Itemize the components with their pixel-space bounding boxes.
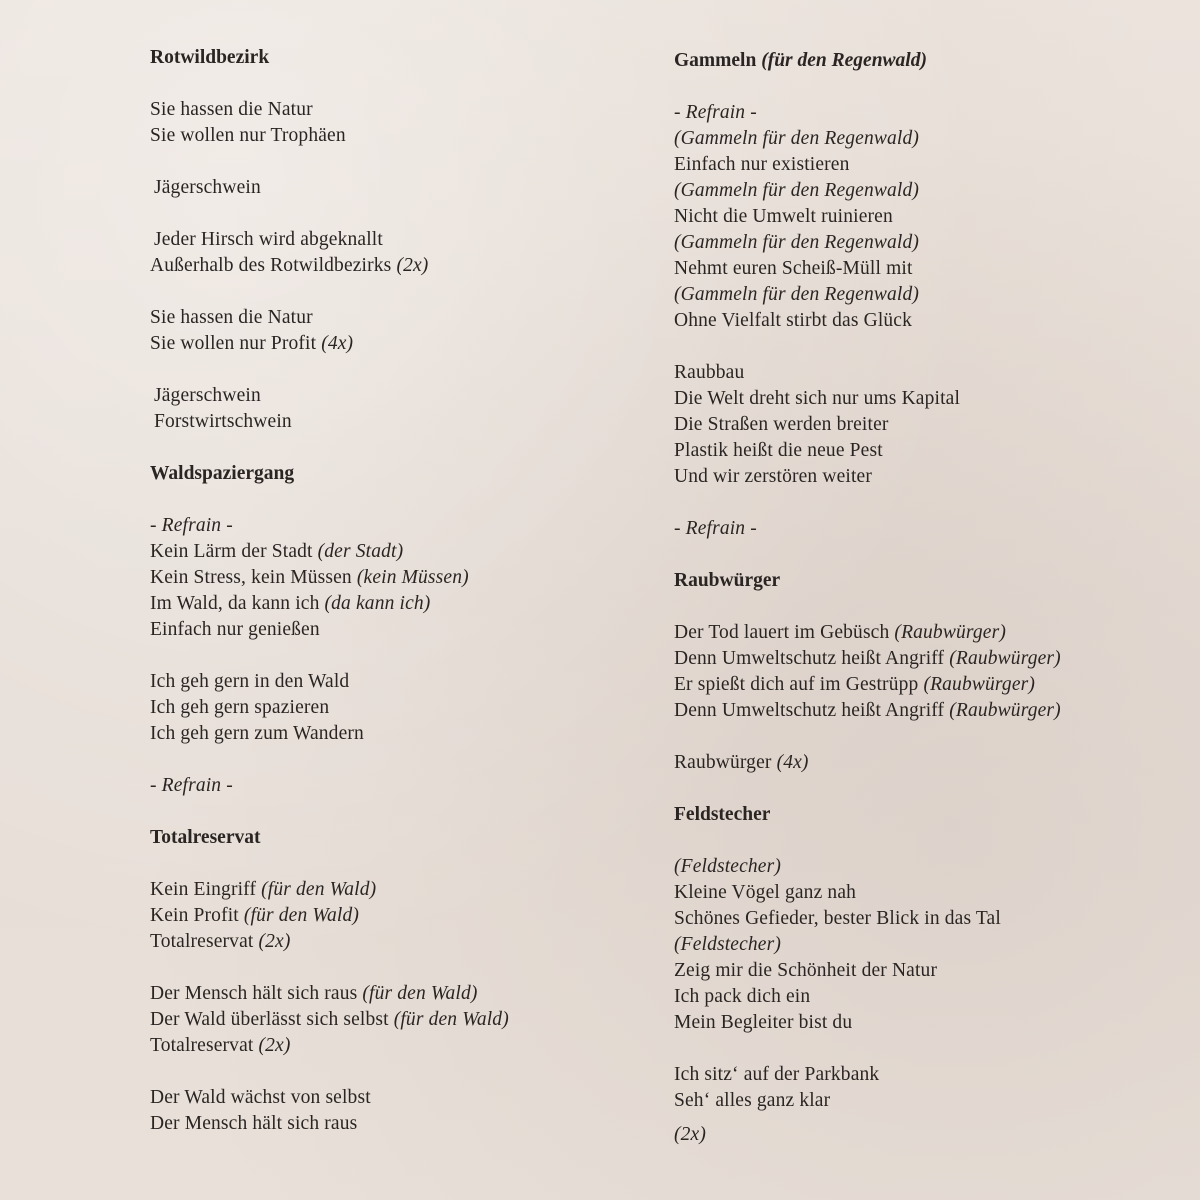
lyric-line xyxy=(150,565,620,591)
refrain-marker: - Refrain - xyxy=(674,518,757,539)
lyric-line xyxy=(150,1033,620,1059)
lyric-line: Der Wald wächst von selbst xyxy=(150,1087,371,1108)
lyric-line: (Gammeln für den Regenwald) xyxy=(674,284,920,305)
lyric-note: (für den Wald) xyxy=(362,983,478,1004)
lyric-line: Ohne Vielfalt stirbt das Glück xyxy=(674,310,913,331)
lyric-line xyxy=(674,750,1174,776)
lyric-line: Ich geh gern zum Wandern xyxy=(150,723,364,744)
lyric-line: Nehmt euren Scheiß-Müll mit xyxy=(674,258,913,279)
lyric-note: (Raubwürger) xyxy=(894,622,1006,643)
refrain-marker: - Refrain - xyxy=(150,775,233,796)
lyric-text: Kein Stress, kein Müssen xyxy=(150,567,357,588)
lyric-line xyxy=(674,646,1174,672)
refrain-marker: - Refrain - xyxy=(150,515,233,536)
lyric-line: Jeder Hirsch wird abgeknallt xyxy=(154,229,383,250)
right-column xyxy=(674,48,1174,1148)
lyric-line: Nicht die Umwelt ruinieren xyxy=(674,206,893,227)
song-title-totalreservat: Totalreservat xyxy=(150,827,261,848)
lyric-text: Im Wald, da kann ich xyxy=(150,593,325,614)
title-text: Gammeln xyxy=(674,50,762,71)
lyric-line: Einfach nur existieren xyxy=(674,154,850,175)
lyric-line xyxy=(150,877,620,903)
lyric-note: (Raubwürger) xyxy=(949,700,1061,721)
lyric-line: Einfach nur genießen xyxy=(150,619,320,640)
lyric-text: Kein Eingriff xyxy=(150,879,262,900)
repeat-marker: (2x) xyxy=(674,1124,706,1145)
lyric-text: Kein Lärm der Stadt xyxy=(150,541,318,562)
lyric-note: (kein Müssen) xyxy=(356,567,469,588)
lyric-line: Jägerschwein xyxy=(154,177,261,198)
lyric-line: (Gammeln für den Regenwald) xyxy=(674,180,920,201)
lyric-line: Die Welt dreht sich nur ums Kapital xyxy=(674,388,961,409)
lyric-note: (für den Wald) xyxy=(261,879,377,900)
lyric-text: Der Tod lauert im Gebüsch xyxy=(674,622,895,643)
lyric-line: (Gammeln für den Regenwald) xyxy=(674,128,920,149)
lyric-line: (Feldstecher) xyxy=(674,934,781,955)
lyric-line xyxy=(150,331,620,357)
lyric-text: Raubwürger xyxy=(674,752,777,773)
lyric-note: (4x) xyxy=(776,752,809,773)
song-title-gammeln xyxy=(674,48,1174,74)
lyric-line: Schönes Gefieder, bester Blick in das Tal xyxy=(674,908,1001,929)
lyric-line xyxy=(674,620,1174,646)
song-title-raubwuerger: Raubwürger xyxy=(674,570,781,591)
lyric-line: Plastik heißt die neue Pest xyxy=(674,440,883,461)
lyric-line: Raubbau xyxy=(674,362,745,383)
lyric-text: Denn Umweltschutz heißt Angriff xyxy=(674,648,950,669)
lyric-line: (Feldstecher) xyxy=(674,856,781,877)
lyric-line: Mein Begleiter bist du xyxy=(674,1012,853,1033)
lyric-line: Seh‘ alles ganz klar xyxy=(674,1090,831,1111)
lyric-note: (2x) xyxy=(258,931,291,952)
lyric-note: (Raubwürger) xyxy=(923,674,1036,695)
lyric-line xyxy=(150,539,620,565)
lyric-note: (für den Wald) xyxy=(393,1009,509,1030)
lyric-line: Kleine Vögel ganz nah xyxy=(674,882,857,903)
lyric-line: Ich geh gern spazieren xyxy=(150,697,330,718)
lyric-text: Totalreservat xyxy=(150,1035,259,1056)
lyric-note: (der Stadt) xyxy=(317,541,404,562)
song-title-rotwildbezirk: Rotwildbezirk xyxy=(150,47,270,68)
lyric-line xyxy=(150,929,620,955)
left-column xyxy=(150,45,620,1137)
lyric-text: Totalreservat xyxy=(150,931,259,952)
lyric-text: Kein Profit xyxy=(150,905,244,926)
song-title-feldstecher: Feldstecher xyxy=(674,804,771,825)
lyric-line: Sie hassen die Natur xyxy=(150,307,313,328)
lyric-line xyxy=(150,591,620,617)
lyric-line: Ich pack dich ein xyxy=(674,986,811,1007)
lyric-line: Zeig mir die Schönheit der Natur xyxy=(674,960,938,981)
lyric-line: Die Straßen werden breiter xyxy=(674,414,889,435)
lyric-line xyxy=(150,253,620,279)
lyric-line xyxy=(150,981,620,1007)
lyric-line: Forstwirtschwein xyxy=(154,411,292,432)
refrain-marker: - Refrain - xyxy=(674,102,757,123)
title-note: (für den Regenwald) xyxy=(761,50,927,71)
lyric-line: Jägerschwein xyxy=(154,385,261,406)
lyric-text: Der Mensch hält sich raus xyxy=(150,983,363,1004)
lyric-line: Sie wollen nur Trophäen xyxy=(150,125,346,146)
lyric-line xyxy=(150,1007,620,1033)
lyric-line xyxy=(674,672,1174,698)
lyric-line: Sie hassen die Natur xyxy=(150,99,313,120)
lyric-line: (Gammeln für den Regenwald) xyxy=(674,232,920,253)
lyric-note: (2x) xyxy=(258,1035,291,1056)
lyric-note: (2x) xyxy=(396,255,429,276)
lyric-text: Denn Umweltschutz heißt Angriff xyxy=(674,700,950,721)
song-title-waldspaziergang: Waldspaziergang xyxy=(150,463,295,484)
lyric-line xyxy=(674,698,1174,724)
lyric-note: (Raubwürger) xyxy=(949,648,1061,669)
lyric-text: Sie wollen nur Profit xyxy=(150,333,322,354)
lyric-line: Der Mensch hält sich raus xyxy=(150,1113,358,1134)
lyric-text: Der Wald überlässt sich selbst xyxy=(150,1009,394,1030)
lyric-line xyxy=(150,903,620,929)
lyric-text: Außerhalb des Rotwildbezirks xyxy=(150,255,397,276)
lyric-note: (für den Wald) xyxy=(243,905,359,926)
lyric-note: (da kann ich) xyxy=(324,593,431,614)
lyric-line: Und wir zerstören weiter xyxy=(674,466,872,487)
lyric-text: Er spießt dich auf im Gestrüpp xyxy=(674,674,924,695)
lyric-line: Ich geh gern in den Wald xyxy=(150,671,350,692)
lyric-line: Ich sitz‘ auf der Parkbank xyxy=(674,1064,880,1085)
lyric-note: (4x) xyxy=(321,333,354,354)
